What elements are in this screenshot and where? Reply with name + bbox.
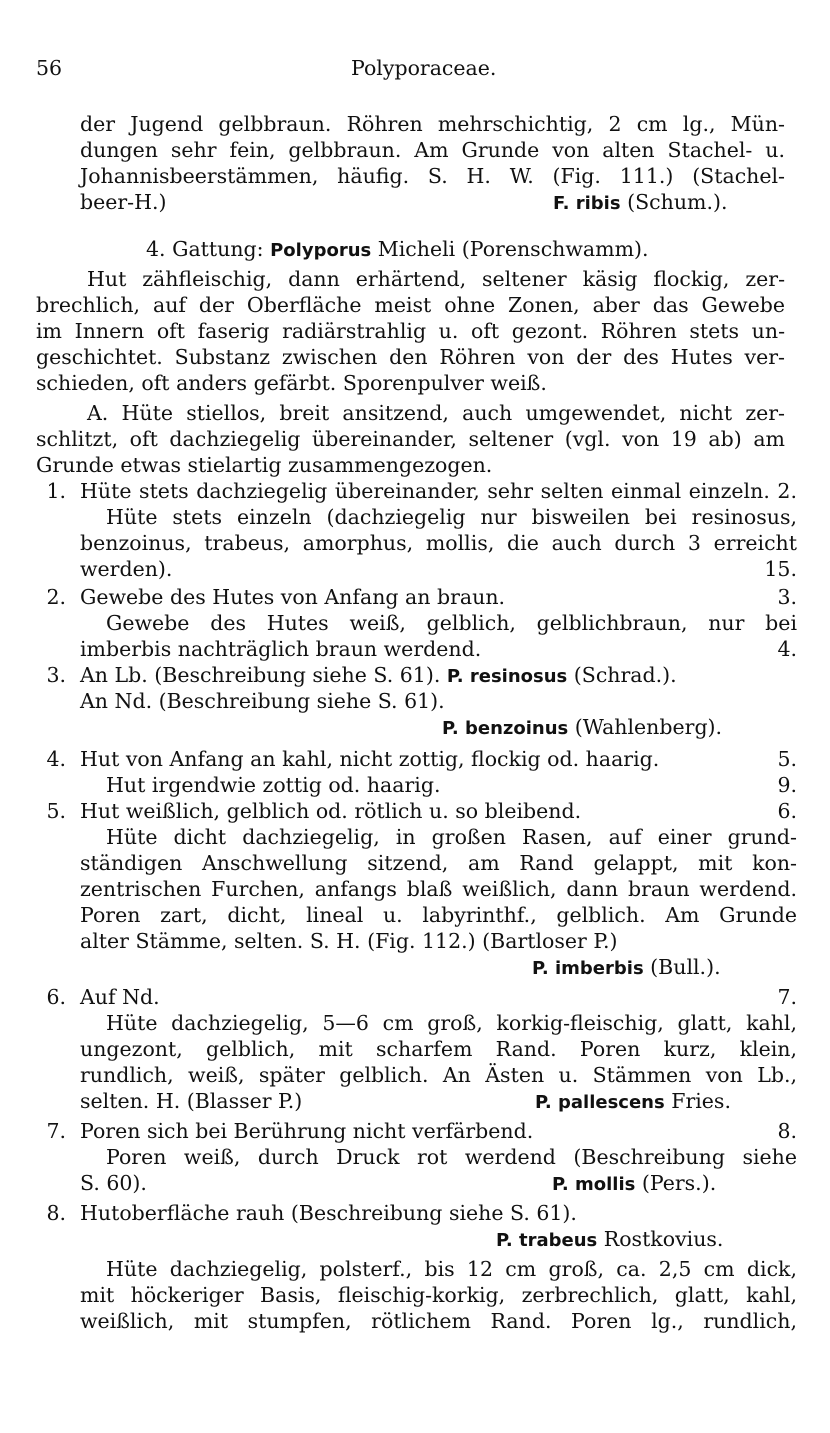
key-line: rundlich, weiß, später gelblich. An Ästen u. Stämmen von Lb., [80,1063,797,1087]
key-line: zentrischen Furchen, anfangs blaß weißlich, dann braun werdend. [80,877,797,901]
genus-name: Polyporus [270,240,372,261]
key-ref: 6. [777,799,797,823]
key-ref: 8. [777,1119,797,1143]
key-line: Poren zart, dicht, lineal u. labyrinthf., gelblich. Am Grunde [80,903,797,927]
key-line: An Nd. (Beschreibung siehe S. 61). [80,689,445,713]
species-name: P. imberbis [532,958,644,979]
key-line: Hüte stets dachziegelig übereinander, sehr selten einmal einzeln. 2. [80,479,797,503]
text-line: Hut zähfleischig, dann erhärtend, seltener käsig flockig, zer- [87,267,785,291]
key-number: 7. [46,1119,66,1143]
key-line: Hut von Anfang an kahl, nicht zottig, flockig od. haarig. [80,747,660,771]
key-line: Poren sich bei Berührung nicht verfärbend. [80,1119,534,1143]
key-line: werden). [80,557,173,581]
species-line: P. imberbis (Bull.). [532,955,721,979]
key-number: 5. [46,799,66,823]
species-line: P. mollis (Pers.). [552,1171,717,1195]
key-line: Hüte stets einzeln (dachziegelig nur bisweilen bei resinosus, [106,505,797,529]
species-name: F. ribis [553,193,621,214]
text-line: der Jugend gelbbraun. Röhren mehrschichtig, 2 cm lg., Mün- [80,112,785,136]
key-line: Hut weißlich, gelblich od. rötlich u. so bleibend. [80,799,582,823]
key-number: 8. [46,1201,66,1225]
key-number: 1. [46,479,66,503]
species-name: P. pallescens [535,1092,665,1113]
key-line: ständigen Anschwellung sitzend, am Rand gelappt, mit kon- [80,851,797,875]
species-line: P. trabeus Rostkovius. [496,1227,724,1251]
key-ref: 15. [764,557,797,581]
text-line: geschichtet. Substanz zwischen den Röhren von der des Hutes ver- [36,345,785,369]
key-line: selten. H. (Blasser P.) [80,1089,303,1113]
key-line: alter Stämme, selten. S. H. (Fig. 112.) (Bartloser P.) [80,929,618,953]
key-line: Hüte dicht dachziegelig, in großen Rasen, auf einer grund- [106,825,797,849]
running-title: Polyporaceae. [351,56,497,80]
text-line: Johannisbeerstämmen, häufig. S. H. W. (Fig. 111.) (Stachel- [80,164,785,188]
key-line: imberbis nachträglich braun werdend. [80,637,482,661]
species-line: P. pallescens Fries. [535,1089,731,1113]
key-line: benzoinus, trabeus, amorphus, mollis, die auch durch 3 erreicht [80,531,797,555]
key-line: Hut irgendwie zottig od. haarig. [106,773,441,797]
text-line: Grunde etwas stielartig zusammengezogen. [36,453,493,477]
text-line: weißlich, mit stumpfen, rötlichem Rand. Poren lg., rundlich, [80,1309,797,1333]
key-ref: 5. [777,747,797,771]
page-number: 56 [36,56,63,80]
key-number: 3. [46,663,66,687]
key-line: Gewebe des Hutes von Anfang an braun. [80,585,506,609]
species-name: P. trabeus [496,1230,598,1251]
key-ref: 9. [777,773,797,797]
text-line: dungen sehr fein, gelbbraun. Am Grunde von alten Stachel- u. [80,138,785,162]
species-name: P. benzoinus [442,718,569,739]
key-line: ungezont, gelblich, mit scharfem Rand. Poren kurz, klein, [80,1037,797,1061]
text-line: mit höckeriger Basis, fleischig-korkig, zerbrechlich, glatt, kahl, [80,1283,797,1307]
key-number: 6. [46,985,66,1009]
text-line: schlitzt, oft dachziegelig übereinander, seltener (vgl. von 19 ab) am [36,427,785,451]
species-line: P. benzoinus (Wahlenberg). [442,715,723,739]
key-line: S. 60). [80,1171,147,1195]
key-line: Poren weiß, durch Druck rot werdend (Beschreibung siehe [106,1145,797,1169]
text-line: brechlich, auf der Oberfläche meist ohne Zonen, aber das Gewebe [36,293,785,317]
key-ref: 7. [777,985,797,1009]
text-line: A. Hüte stiellos, breit ansitzend, auch umgewendet, nicht zer- [87,401,785,425]
key-line: An Lb. (Beschreibung siehe S. 61). P. resinosus (Schrad.). [80,663,677,687]
key-ref: 4. [777,637,797,661]
species-author: (Schum.). [620,190,728,214]
key-number: 4. [46,747,66,771]
text-line: im Innern oft faserig radiärstrahlig u. oft gezont. Röhren stets un- [36,319,785,343]
text-line: schieden, oft anders gefärbt. Sporenpulver weiß. [36,371,547,395]
species-name: P. resinosus [446,666,568,687]
key-ref: 3. [777,585,797,609]
text-line: beer-H.) [80,190,167,214]
key-line: Hutoberfläche rauh (Beschreibung siehe S. 61). [80,1201,577,1225]
key-line: Auf Nd. [80,985,160,1009]
key-line: Hüte dachziegelig, 5—6 cm groß, korkig-fleischig, glatt, kahl, [106,1011,797,1035]
genus-heading: 4. Gattung: Polyporus Micheli (Porenschwamm). [146,237,649,261]
key-line: Gewebe des Hutes weiß, gelblich, gelblichbraun, nur bei [106,611,797,635]
key-number: 2. [46,585,66,609]
species-name: P. mollis [552,1174,636,1195]
text-line: Hüte dachziegelig, polsterf., bis 12 cm groß, ca. 2,5 cm dick, [106,1257,797,1281]
species-line [553,189,728,217]
